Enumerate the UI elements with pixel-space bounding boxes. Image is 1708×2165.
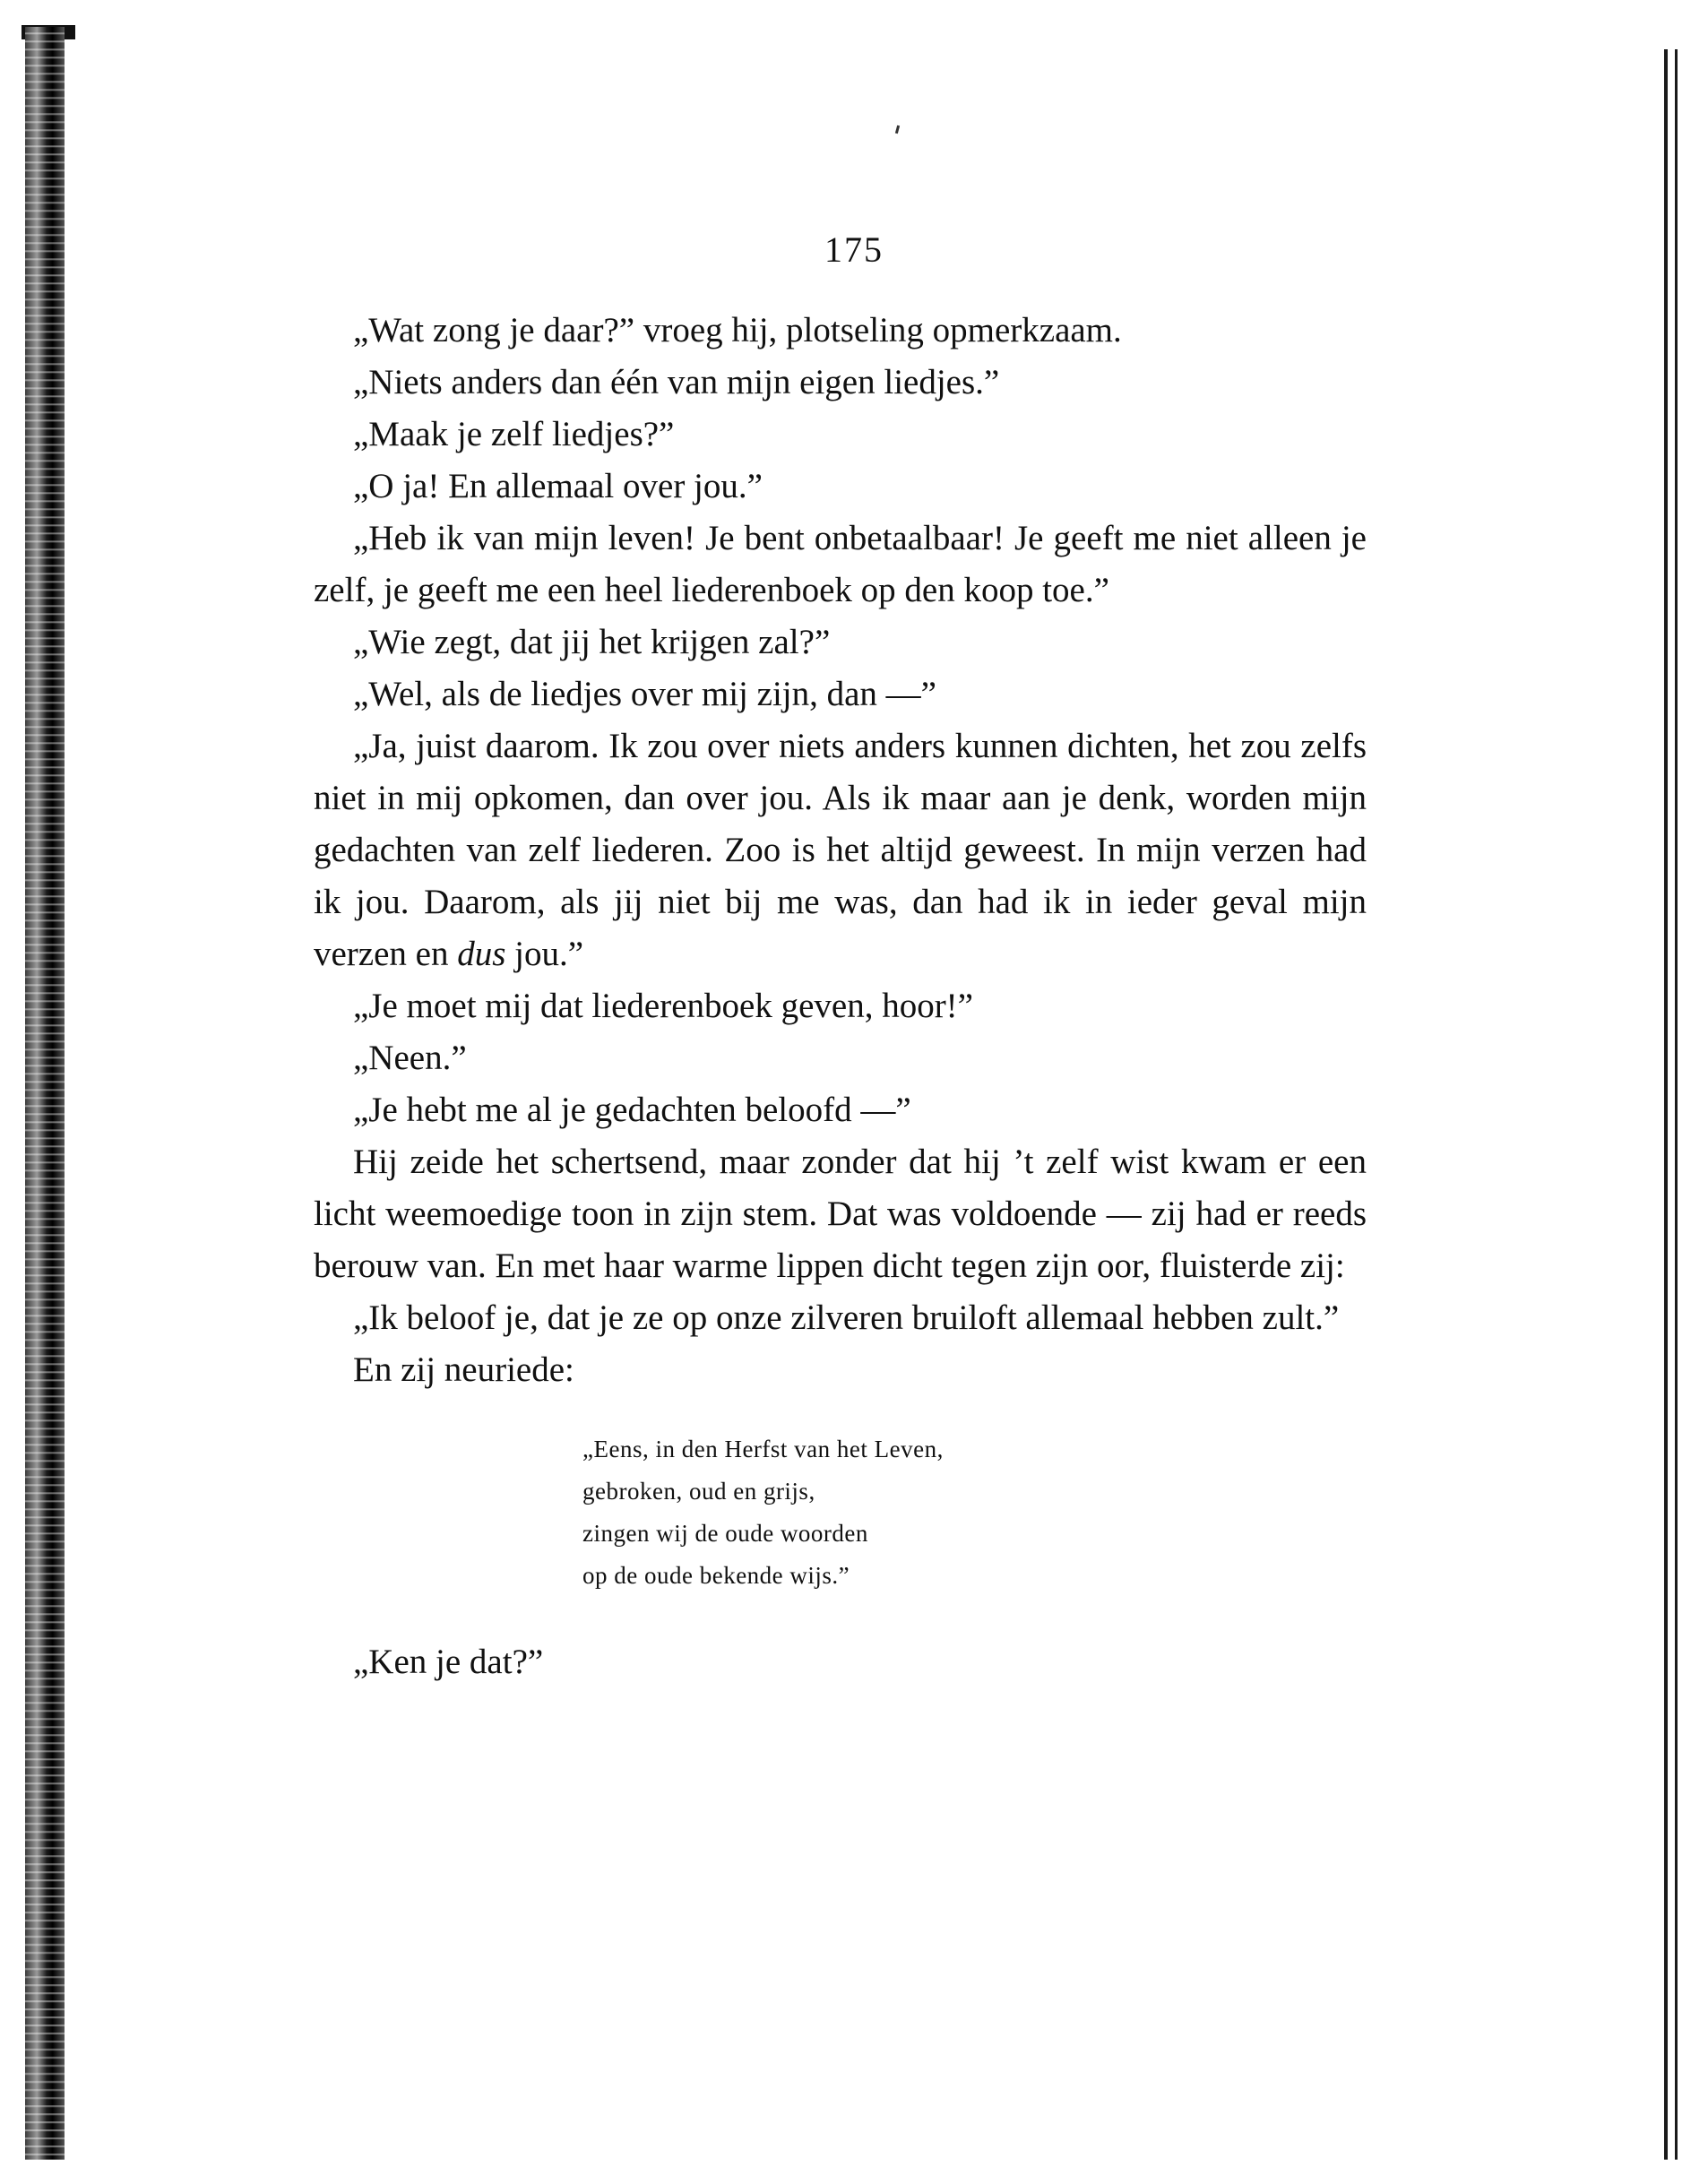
poem-line: „Eens, in den Herfst van het Leven, bbox=[582, 1436, 944, 1462]
body-text bbox=[314, 305, 1367, 1688]
poem bbox=[582, 1428, 1367, 1597]
paragraph: En zij neuriede: bbox=[353, 1350, 574, 1389]
paragraph: „Heb ik van mijn leven! Je bent onbetaalbaar! Je geeft me niet alleen je zelf, je geeft me een heel liederenboek op den koop toe.” bbox=[314, 519, 1367, 609]
page-edge-rule bbox=[1664, 49, 1668, 2160]
paragraph: „Je hebt me al je gedachten beloofd —” bbox=[353, 1091, 911, 1129]
paragraph: „Niets anders dan één van mijn eigen liedjes.” bbox=[353, 363, 1000, 401]
paragraph-text: jou.” bbox=[505, 935, 584, 973]
paragraph: Hij zeide het schertsend, maar zonder dat hij ’t zelf wist kwam er een licht weemoedige toon in zijn stem. Dat was voldoende — zij had er reeds berouw van. En met haar warme lippen dicht tegen zijn oor, fluisterde zij: bbox=[314, 1143, 1367, 1285]
page-edge-rule bbox=[1675, 49, 1678, 2160]
paragraph-with-emphasis bbox=[314, 720, 1367, 980]
paragraph: „Wie zegt, dat jij het krijgen zal?” bbox=[353, 623, 831, 661]
paragraph-text: „Ja, juist daarom. Ik zou over niets anders kunnen dichten, het zou zelfs niet in mij opkomen, dan over jou. Als ik maar aan je denk, worden mijn gedachten van zelf liederen. Zoo is het altijd geweest. In mijn verzen had ik jou. Daarom, als jij niet bij me was, dan had ik in ieder geval mijn verzen en bbox=[314, 727, 1367, 973]
binding-edge bbox=[25, 27, 65, 2160]
poem-line: op de oude bekende wijs.” bbox=[582, 1562, 850, 1589]
paragraph: „Ik beloof je, dat je ze op onze zilveren bruiloft allemaal hebben zult.” bbox=[353, 1298, 1340, 1337]
paragraph: „Je moet mij dat liederenboek geven, hoor!” bbox=[353, 987, 973, 1025]
scan-speck bbox=[895, 125, 900, 134]
emphasis-word: dus bbox=[457, 935, 506, 973]
paragraph: „O ja! En allemaal over jou.” bbox=[353, 467, 763, 505]
closing-line: „Ken je dat?” bbox=[353, 1643, 544, 1681]
paragraph: „Neen.” bbox=[353, 1039, 467, 1077]
paragraph: „Wel, als de liedjes over mij zijn, dan —” bbox=[353, 675, 936, 713]
poem-line: gebroken, oud en grijs, bbox=[582, 1478, 815, 1505]
paragraph: „Wat zong je daar?” vroeg hij, plotseling opmerkzaam. bbox=[353, 311, 1122, 349]
poem-line: zingen wij de oude woorden bbox=[582, 1520, 868, 1547]
page-number: 175 bbox=[824, 229, 884, 270]
paragraph: „Maak je zelf liedjes?” bbox=[353, 415, 675, 453]
